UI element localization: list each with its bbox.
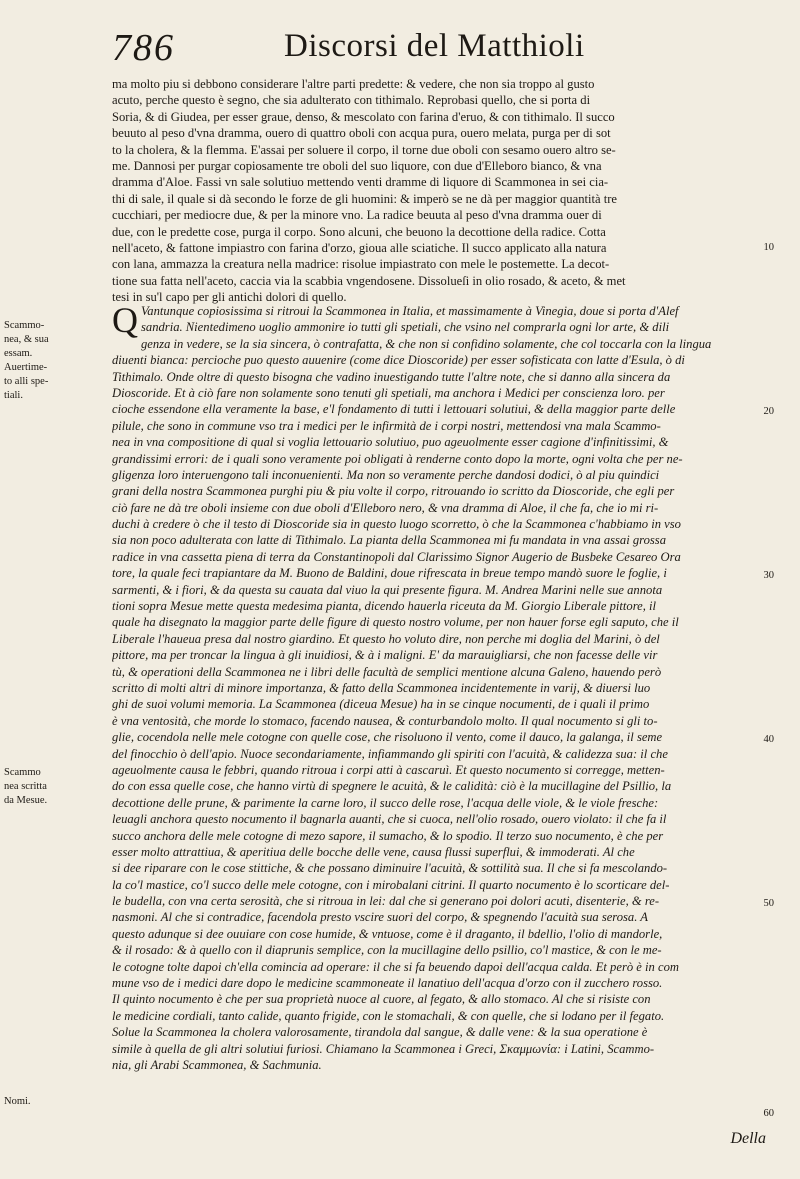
side-note-line: tiali. xyxy=(4,390,23,401)
text-line: pilule, che sono in commune vso tra i medici per le infirmità de i corpi nostri, mettendosi vna mala Scammo- xyxy=(112,418,661,433)
text-line: Tithimalo. Onde oltre di questo bisogna che vadino inuestigando tutte l'altre note, che si danno alla sincera da xyxy=(112,369,671,384)
text-line: grandissimi errori: de i quali sono veramente poi obligati à renderne conto dopo la morte, ogni volta che per ne- xyxy=(112,451,683,466)
text-line: le budella, con vna certa serosità, che si ritroua in lei: dal che si generano poi dolori acuti, disenterie, & re- xyxy=(112,894,660,909)
text-line: ghi de suoi volumi memoria. La Scammonea (diceua Mesue) ha in se cinque nocumenti, de i quali il primo xyxy=(112,697,650,712)
text-line: tione sua fatta nell'aceto, caccia via la scabbia vngendosene. Dissolueſi in olio rosado, & aceto, & met xyxy=(112,273,626,288)
text-line: le cotogne tolte dapoi ch'ella comincia ad operare: il che si fa beuendo dapoi dell'acqua calda. Et però è in com xyxy=(112,959,679,974)
line-number: 10 xyxy=(763,242,774,253)
text-line: gligenza loro interuengono tali inconuenienti. Ma non so veramente perche dandosi dodici, ò al piu quindici xyxy=(112,467,660,482)
page-number: 786 xyxy=(112,27,175,69)
text-line: radice in vna cassetta piena di terra da Constantinopoli dal Clarissimo Signor Augerio de Busbeke Cesareo Ora xyxy=(112,549,681,564)
line-number: 50 xyxy=(763,898,774,909)
text-line: Il quinto nocumento è che per sua proprietà nuoce al cuore, al fegato, & allo stomaco. Al che si risiste con xyxy=(112,992,651,1007)
text-line: Soria, & di Giudea, per esser graue, denso, & mescolato con farina d'eruo, & con tithimalo. Il succo xyxy=(112,109,615,124)
text-line: do con essa quelle cose, che hanno virtù di spegnere le acuità, & le calidità: ciò è la mucillagine del Psillio, la xyxy=(112,779,672,794)
text-line: tioni sopra Mesue mette questa medesima pianta, dicendo hauerla riceuta da M. Giorgio Liberale pittore, il xyxy=(112,599,657,614)
text-line: me. Dannosi per purgar copiosamente tre oboli del suo liquore, con due d'Elleboro bianco, & vna xyxy=(112,158,602,173)
text-line: mune vso de i medici dare dopo le medicine scammoneate il lanatiuo dell'acqua d'orzo con il zucchero rosso. xyxy=(112,976,663,991)
text-line: dramma d'Aloe. Fassi vn sale solutiuo mettendo venti dramme di liquore di Scammonea in sei cia- xyxy=(112,175,609,190)
text-line: nia, gli Arabi Scammonea, & Sachmunia. xyxy=(112,1057,322,1072)
page-header xyxy=(112,22,760,74)
catchword: Della xyxy=(730,1130,766,1147)
text-line: nasmoni. Al che si contradice, facendola presto vscire suori del corpo, & spegnendo l'acuità sua serosa. A xyxy=(112,910,648,925)
text-line: è vna ventosità, che morde lo stomaco, facendo nausea, & conturbandolo molto. Il qual nocumento si gli to- xyxy=(112,713,658,728)
text-line: cioche essendone ella veramente la base, e'l fondamento di tutti i lettouari solutiui, & della maggior parte delle xyxy=(112,402,676,417)
text-line xyxy=(112,1073,736,1089)
text-line: sia non poco adulterata con latte di Tithimalo. La pianta della Scammonea mi fu mandata in vna assai grossa xyxy=(112,533,667,548)
text-line: decottione delle prune, & parimente la carne loro, il succo delle rose, l'acqua delle viole, & le viole fresche: xyxy=(112,795,659,810)
side-note-line: Scammo- xyxy=(4,320,45,331)
text-line: pittore, ma per troncar la lingua à gli inuidiosi, & à i maligni. E' da marauigliarsi, che non facesse delle vir xyxy=(112,648,658,663)
roman-text-block xyxy=(112,76,736,305)
text-line: quale ha disegnato la maggior parte delle figure di questo nostro volume, per non hauer forse egli saputo, che il xyxy=(112,615,679,630)
text-line: sandria. Nientedimeno uoglio ammonire io tutti gli spetiali, che vsino nel comprarla ogni lor arte, & dili xyxy=(141,320,670,335)
text-line: del finocchio ò dell'apio. Nuoce secondariamente, infiammando gli spiriti con l'acuità, & calidezza sua: il che xyxy=(112,746,668,761)
text-line: beuuto al peso d'vna dramma, ouero di quattro oboli con acqua pura, ouero melata, purga per di sot xyxy=(112,126,611,141)
text-line: le medicine cordiali, tanto calide, quanto frigide, con le stomachali, & con quelle, che si lodano per il fegato. xyxy=(112,1008,665,1023)
text-line: tesi in su'l capo per gli antichi dolori di quello. xyxy=(112,290,347,305)
line-number: 30 xyxy=(763,570,774,581)
drop-cap: Q xyxy=(112,303,138,340)
side-note-line: Scammo xyxy=(4,767,41,778)
text-line: ciò fare ne dà tre oboli insieme con due oboli d'Elleboro nero, & vna dramma di Aloe, il che fa, che io mi ri- xyxy=(112,500,659,515)
text-line: questo adunque si dee ouuiare con cose humide, & vntuose, come è il draganto, il bdellio, l'olio di mandorle, xyxy=(112,926,663,941)
side-note-line: Auertime- xyxy=(4,362,48,373)
text-line: tù, & operationi della Scammonea ne i libri delle facultà de semplici mentione alcuna Galeno, hauendo però xyxy=(112,664,662,679)
side-note-line: nea scritta xyxy=(4,781,47,792)
side-note-line: Nomi. xyxy=(4,1096,31,1107)
text-line: & il rosado: & à quello con il diaprunis semplice, con la mucillagine dello psillio, co'l mastice, & con le me- xyxy=(112,943,662,958)
text-line: con lana, ammazza la creatura nella madrice: risolue impiastrato con mele le postemette. La decot- xyxy=(112,257,610,272)
text-line: scritto di molti altri di minore importanza, & fatto della Scammonea incidentemente in varij, & diuersi luo xyxy=(112,680,651,695)
line-number: 40 xyxy=(763,734,774,745)
text-line: la co'l mastice, co'l succo delle mele cotogne, con i mirobalani citrini. Il quarto nocumento è lo scorticare del- xyxy=(112,877,670,892)
text-line: Solue la Scammonea la cholera valorosamente, tirandola dal sangue, & dalle vene: & la sua operatione è xyxy=(112,1025,648,1040)
text-line: grani della nostra Scammonea purghi piu & piu volte il corpo, ritrouando io scritto da Dioscoride, che egli per xyxy=(112,484,675,499)
text-line: cucchiari, per mediocre due, & per la minore vno. La radice beuuta al peso d'vna dramma ouer di xyxy=(112,208,602,223)
text-line: succo anchora delle mele cotogne di mezo sapore, il sumacho, & lo spodio. Il terzo suo nocumento, è che per xyxy=(112,828,664,843)
text-line: simile à quella de gli altri solutiui furiosi. Chiamano la Scammonea i Greci, Σκαμμωνία: i Latini, Scammo- xyxy=(112,1041,655,1056)
text-line: nell'aceto, & fattone impiastro con farina d'orzo, gioua alle sciatiche. Il succo applicato alla natura xyxy=(112,240,607,255)
side-note-line: nea, & sua xyxy=(4,334,49,345)
text-line: ma molto piu si debbono considerare l'altre parti predette: & vedere, che non sia troppo al gusto xyxy=(112,77,595,91)
text-line: glie, cocendola nelle mele cotogne con quelle cose, che risoluono il vento, come il dauco, la galanga, il seme xyxy=(112,730,663,745)
side-note-scritta-mesue xyxy=(4,766,106,808)
text-line: due, con le predette cose, purga il corpo. Sono alcuni, che beuono la decottione della radice. Cotta xyxy=(112,224,606,239)
side-note-line: essam. xyxy=(4,348,33,359)
text-line: leuagli anchora questo nocumento il bagnarla auanti, che si cuoca, nell'olio rosado, ouero violato: il che fa il xyxy=(112,812,667,827)
text-line: genza in vedere, se la sia sincera, ò contrafatta, & che non si confidino solamente, che col toccarla con la lingua xyxy=(141,336,712,351)
text-line: tore, la quale feci trapiantare da M. Buono de Baldini, doue rifrescata in breue tempo mandò suore le foglie, i xyxy=(112,566,667,581)
text-line: diuenti bianca: percioche puo questo auuenire (come dice Dioscoride) per esser sofisticata con latte d'Esula, ò di xyxy=(112,353,685,368)
text-line: si dee riparare con le cose stittiche, & che possano diminuire l'acuità, & sottilità sua. Il che si fa mescolando- xyxy=(112,861,668,876)
text-line: Dioscoride. Et à ciò fare non solamente sono tenuti gli spetiali, ma anchora i Medici per conscienza loro. per xyxy=(112,385,665,400)
side-note-nomi xyxy=(4,1095,106,1109)
side-note-scammonea-italia xyxy=(4,319,106,403)
text-line: Liberale l'haueua presa dal nostro giardino. Et questo ho voluto dire, non perche mi doglia del Marini, ò del xyxy=(112,631,660,646)
side-note-line: to alli spe- xyxy=(4,376,49,387)
text-line: esser molto attrattiua, & aperitiua delle bocche delle vene, causa flussi superflui, & immoderati. Al che xyxy=(112,844,635,859)
text-line: duchi à credere ò che il testo di Dioscoride sia in questo luogo scorretto, ò che la Scammonea c'habbiamo in vso xyxy=(112,517,681,532)
italic-commentary-block xyxy=(112,303,736,1090)
text-line: sarmenti, & i fiori, & da questa su cauata dal viuo la qui presente figura. M. Andrea Marini nelle sue annota xyxy=(112,582,663,597)
text-line: ageuolmente causa le febbri, quando ritroua i corpi atti à cascaruì. Et questo nocumento si corregge, metten- xyxy=(112,762,665,777)
text-line: thi di sale, il quale si dà secondo le forze de gli huomini: & imperò se ne dà per maggior quantità tre xyxy=(112,191,618,206)
side-note-line: da Mesue. xyxy=(4,795,48,806)
running-title: Discorsi del Matthioli xyxy=(284,28,585,64)
line-number: 60 xyxy=(763,1108,774,1119)
text-line: to la cholera, & la flemma. E'assai per soluere il corpo, il torne due oboli con sesamo ouero altro se- xyxy=(112,142,616,157)
line-number: 20 xyxy=(763,406,774,417)
text-line: nea in vna compositione di qual si voglia lettouario solutiuo, puo ageuolmente esser cagione d'infinitissimi, & xyxy=(112,435,669,450)
text-line: Vantunque copiosissima si ritroui la Scammonea in Italia, et massimamente à Vinegia, doue si porta d'Alef xyxy=(141,304,679,318)
text-line: acuto, perche questo è segno, che sia adulterato con tithimalo. Reprobasi quello, che si porta di xyxy=(112,93,591,108)
